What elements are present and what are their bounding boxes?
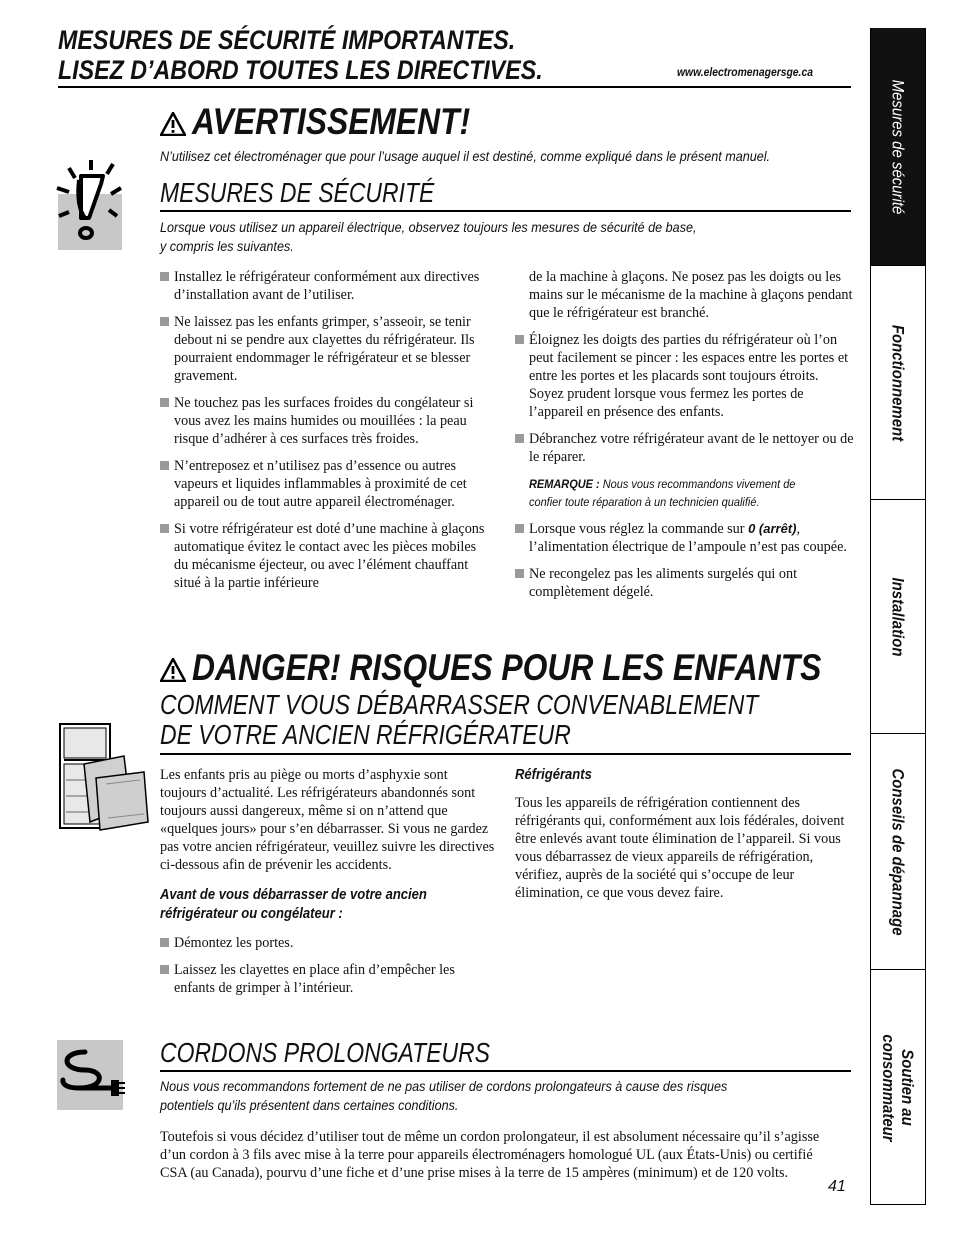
danger-subheading-line2: DE VOTRE ANCIEN RÉFRIGÉRATEUR [160, 719, 571, 750]
tab-safety[interactable]: Mesures de sécurité [871, 28, 925, 266]
danger-left-column [160, 766, 496, 1006]
note-label: REMARQUE : [529, 477, 600, 491]
exclamation-alert-icon [55, 158, 125, 250]
header-url[interactable]: www.electromenagersge.ca [677, 67, 813, 79]
warning-triangle-icon [160, 112, 186, 136]
refrigerants-title: Réfrigérants [515, 767, 592, 783]
list-item: Laissez les clayettes en place afin d’empêcher les enfants de grimper à l’intérieur. [160, 961, 496, 997]
note [515, 475, 855, 511]
list-item: Ne touchez pas les surfaces froides du congélateur si vous avez les mains humides ou mouillées : la peau risque d’adhérer à ces surfaces très froides. [160, 394, 490, 448]
cords-intro-line1: Nous vous recommandons fortement de ne pas utiliser de cordons prolongateurs à cause des risques [160, 1078, 728, 1094]
list-item: Si votre réfrigérateur est doté d’une machine à glaçons automatique évitez le contact avec les pièces mobiles du mécanisme éjecteur, ou avec l’élément chauffant situé à la partie inférieure [160, 520, 490, 592]
cords-heading: CORDONS PROLONGATEURS [160, 1037, 490, 1068]
off-value: 0 (arrêt) [748, 521, 797, 536]
danger-divider [160, 753, 851, 755]
list-item: Ne recongelez pas les aliments surgelés qui ont complètement dégelé. [515, 565, 855, 601]
list-item-off-setting: Lorsque vous réglez la commande sur 0 (arrêt), l’alimentation électrique de l’ampoule n’est pas coupée. [515, 520, 855, 556]
refrigerants-column [515, 766, 845, 902]
header-title-line1: MESURES DE SÉCURITÉ IMPORTANTES. [58, 25, 516, 55]
safety-heading: MESURES DE SÉCURITÉ [160, 177, 435, 208]
header-divider [58, 86, 851, 88]
list-item: Installez le réfrigérateur conformément aux directives d’installation avant de l’utiliser. [160, 268, 490, 304]
tab-consumer-support[interactable]: Soutien au consommateur [879, 1033, 917, 1142]
list-item: Éloignez les doigts des parties du réfrigérateur où l’on peut facilement se pincer : les espaces entre les portes et entre les portes et les placards sont toujours étroits. Soyez prudent lorsque vous fermez les portes de l’appareil en présence des enfants. [515, 331, 855, 421]
cords-intro-line2: potentiels qu’ils présentent dans certaines conditions. [160, 1097, 459, 1113]
cords-divider [160, 1070, 851, 1072]
note-line2: confier toute réparation à un technicien qualifié. [529, 495, 760, 509]
open-refrigerator-icon [58, 722, 150, 832]
note-line1: Nous vous recommandons vivement de [602, 477, 796, 491]
header-title-line2: LISEZ D’ABORD TOUTES LES DIRECTIVES. [58, 55, 543, 85]
cords-paragraph: Toutefois si vous décidez d’utiliser tout de même un cordon prolongateur, il est absolument nécessaire qu’il s’agisse d’un cordon à 3 fils avec mise à la terre pour appareils électroménagers homologué UL (aux États-Unis) ou certifié CSA (au Canada), pourvu d’une fiche et d’une prise mises à la terre de 15 ampères (minimum) et de 120 volts. [160, 1129, 820, 1181]
safety-intro-line1: Lorsque vous utilisez un appareil électrique, observez toujours les mesures de sécurité de base, [160, 219, 697, 235]
safety-left-column [160, 268, 490, 601]
page-number: 41 [828, 1178, 846, 1195]
extension-cord-plug-icon [55, 1040, 125, 1110]
list-item: Débranchez votre réfrigérateur avant de le nettoyer ou de le réparer. [515, 430, 855, 466]
list-item: Ne laissez pas les enfants grimper, s’asseoir, se tenir debout ni se pendre aux clayettes du réfrigérateur. Ils pourraient endommager le réfrigérateur et se blesser gravement. [160, 313, 490, 385]
section-sidebar [870, 28, 926, 1205]
refrigerants-text: Tous les appareils de réfrigération contiennent des réfrigérants qui, conformément aux lois fédérales, doivent être enlevés avant toute élimination de l’appareil. Si vous vous débarrassez de vieux appareils de réfrigération, vérifiez, auprès de la société qui s’occupe de leur élimination, ce que vous devez faire. [515, 795, 845, 901]
tab-operation[interactable]: Fonctionnement [871, 266, 925, 500]
danger-subheading-line1: COMMENT VOUS DÉBARRASSER CONVENABLEMENT [160, 689, 759, 720]
danger-paragraph: Les enfants pris au piège ou morts d’asphyxie sont toujours d’actualité. Les réfrigérateurs abandonnés sont toujours aussi dangereux, même si on n’attend que «quelques jours» pour s’en débarrasser. Si vous ne gardez pas votre ancien réfrigérateur, veuillez suivre les directives ci-dessous afin de prévenir les accidents. [160, 767, 495, 873]
warning-triangle-icon [160, 658, 186, 682]
safety-right-column [515, 268, 855, 610]
warning-intro: N’utilisez cet électroménager que pour l’usage auquel il est destiné, comme expliqué dans le présent manuel. [160, 148, 771, 164]
tab-installation[interactable]: Installation [871, 500, 925, 734]
safety-intro-line2: y compris les suivantes. [160, 238, 294, 254]
list-item: N’entreposez et n’utilisez pas d’essence ou autres vapeurs et liquides inflammables à proximité de cet appareil ou de tout autre appareil électroménager. [160, 457, 490, 511]
list-item-continued: de la machine à glaçons. Ne posez pas les doigts ou les mains sur le mécanisme de la machine à glaçons pendant que le réfrigérateur est branché. [529, 269, 853, 321]
tab-troubleshooting[interactable]: Conseils de dépannage [871, 734, 925, 970]
safety-divider [160, 210, 851, 212]
warning-title: AVERTISSEMENT! [160, 102, 515, 142]
danger-title: DANGER! RISQUES POUR LES ENFANTS [160, 648, 924, 688]
list-item: Démontez les portes. [160, 934, 496, 952]
before-disposal-heading: Avant de vous débarrasser de votre ancien réfrigérateur ou congélateur : [160, 887, 427, 922]
